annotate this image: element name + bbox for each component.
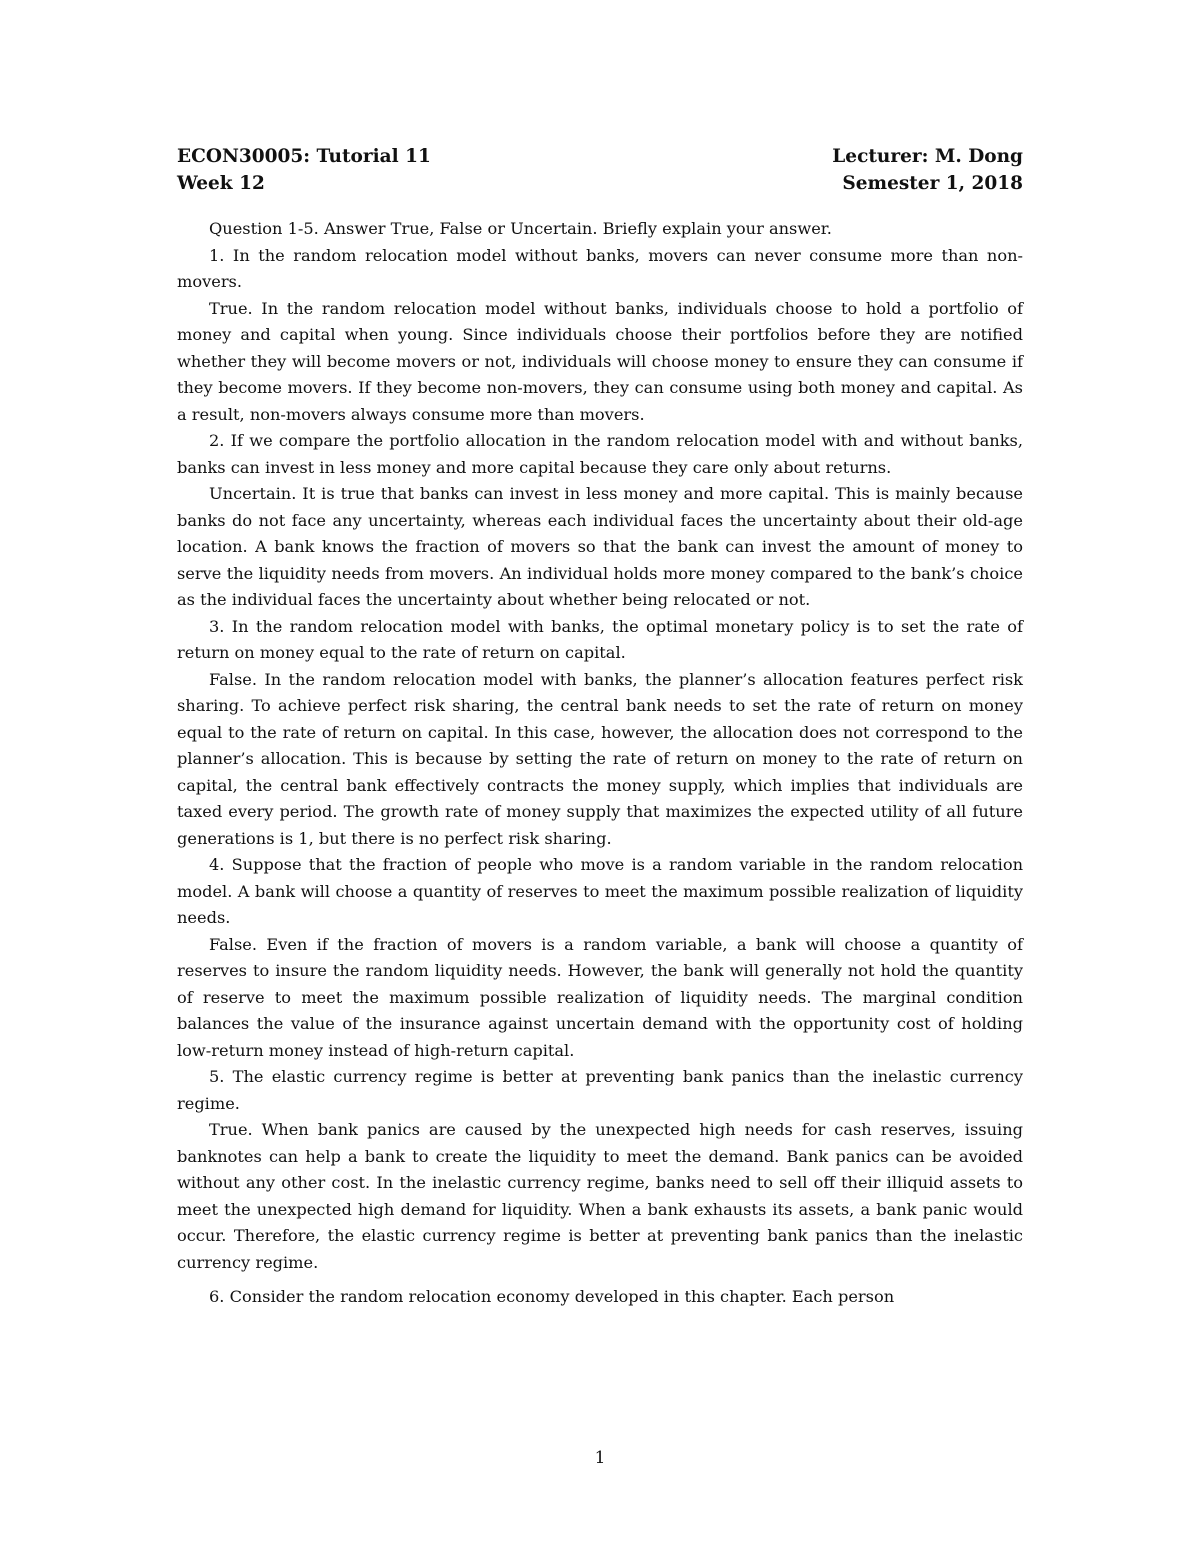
course-title: ECON30005: Tutorial 11 [177, 146, 431, 167]
header-row-1 [177, 143, 1023, 170]
page-header [177, 143, 1023, 197]
lecturer-name: Lecturer: M. Dong [832, 146, 1023, 167]
answer-1: True. In the random relocation model without banks, individuals choose to hold a portfolio of money and capital when young. Since individuals choose their portfolios before they are notified whether they will become movers or not, individuals will choose money to ensure they can consume if they become movers. If they become non-movers, they can consume using both money and capital. As a result, non-movers always consume more than movers. [177, 298, 1023, 424]
answer-3: False. In the random relocation model with banks, the planner’s allocation features perfect risk sharing. To achieve perfect risk sharing, the central bank needs to set the rate of return on money equal to the rate of return on capital. In this case, however, the allocation does not correspond to the planner’s allocation. This is because by setting the rate of return on money to the rate of return on capital, the central bank effectively contracts the money supply, which implies that individuals are taxed every period. The growth rate of money supply that maximizes the expected utility of all future generations is 1, but there is no perfect risk sharing. [177, 669, 1023, 848]
question-5: 5. The elastic currency regime is better at preventing bank panics than the inelastic currency regime. [177, 1067, 1023, 1113]
answer-2: Uncertain. It is true that banks can invest in less money and more capital. This is mainly because banks do not face any uncertainty, whereas each individual faces the uncertainty about their old-age location. A bank knows the fraction of movers so that the bank can invest the amount of money to serve the liquidity needs from movers. An individual holds more money compared to the bank’s choice as the individual faces the uncertainty about whether being relocated or not. [177, 484, 1023, 609]
answer-5: True. When bank panics are caused by the unexpected high needs for cash reserves, issuing banknotes can help a bank to create the liquidity to meet the demand. Bank panics can be avoided without any other cost. In the inelastic currency regime, banks need to sell off their illiquid assets to meet the unexpected high demand for liquidity. When a bank exhausts its assets, a bank panic would occur. Therefore, the elastic currency regime is better at preventing bank panics than the inelastic currency regime. [177, 1120, 1023, 1272]
week-label: Week 12 [177, 173, 265, 194]
question-1: 1. In the random relocation model without banks, movers can never consume more than non-movers. [177, 245, 1023, 291]
semester-label: Semester 1, 2018 [842, 173, 1023, 194]
page-number: 1 [594, 1448, 606, 1468]
document-body [177, 216, 1023, 1311]
question-2: 2. If we compare the portfolio allocation in the random relocation model with and without banks, banks can invest in less money and more capital because they care only about returns. [177, 431, 1023, 477]
question-6: 6. Consider the random relocation economy developed in this chapter. Each person [209, 1287, 895, 1306]
header-row-2 [177, 170, 1023, 197]
answer-4: False. Even if the fraction of movers is a random variable, a bank will choose a quantity of reserves to insure the random liquidity needs. However, the bank will generally not hold the quantity of reserve to meet the maximum possible realization of liquidity needs. The marginal condition balances the value of the insurance against uncertain demand with the opportunity cost of holding low-return money instead of high-return capital. [177, 934, 1023, 1060]
question-4: 4. Suppose that the fraction of people who move is a random variable in the random relocation model. A bank will choose a quantity of reserves to meet the maximum possible realization of liquidity needs. [177, 855, 1023, 927]
instructions-paragraph: Question 1-5. Answer True, False or Uncertain. Briefly explain your answer. [209, 219, 832, 238]
question-3: 3. In the random relocation model with banks, the optimal monetary policy is to set the rate of return on money equal to the rate of return on capital. [177, 616, 1023, 662]
